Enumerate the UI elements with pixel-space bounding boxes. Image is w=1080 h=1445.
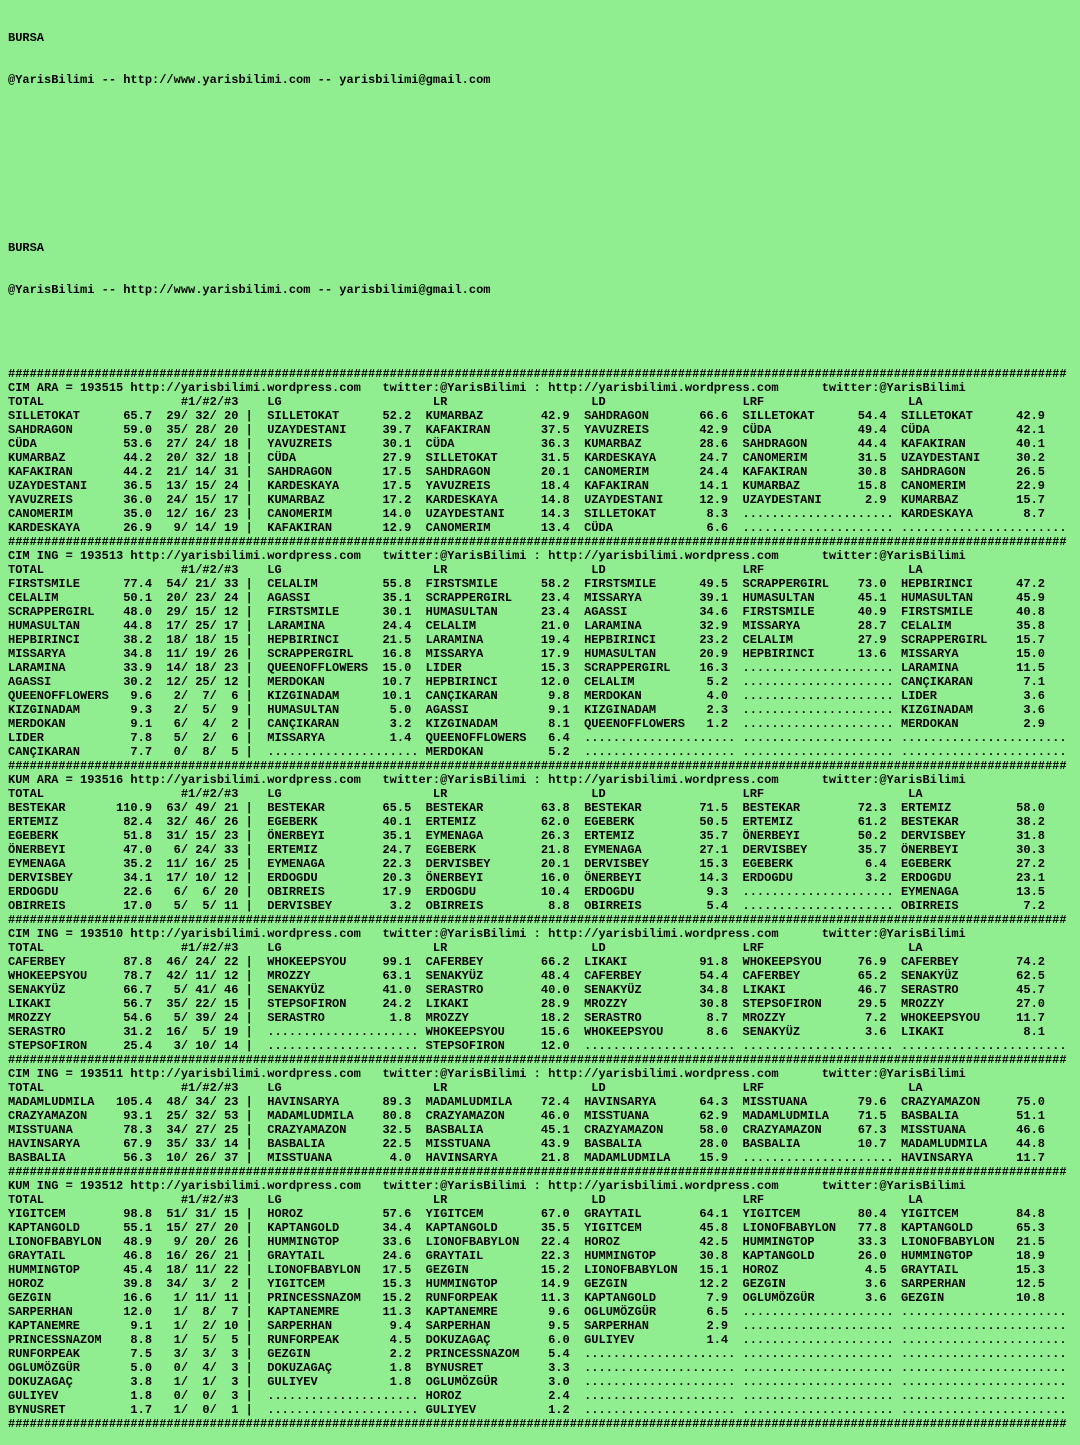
data-row: MERDOKAN 9.1 6/ 4/ 2 | CANÇIKARAN 3.2 KIZGINADAM 8.1 QUEENOFFLOWERS 1.2 ..................... MERDOKAN 2.9 <box>8 717 1045 731</box>
separator-line: ################################################################################################################################################### <box>8 1165 1067 1179</box>
report-contact-line-2: @YarisBilimi -- http://www.yarisbilimi.com -- yarisbilimi@gmail.com <box>8 283 491 297</box>
data-row: SILLETOKAT 65.7 29/ 32/ 20 | SILLETOKAT 52.2 KUMARBAZ 42.9 SAHDRAGON 66.6 SILLETOKAT 54.4 SILLETOKAT 42.9 <box>8 409 1045 423</box>
data-row: HAVINSARYA 67.9 35/ 33/ 14 | BASBALIA 22.5 MISSTUANA 43.9 BASBALIA 28.0 BASBALIA 10.7 MADAMLUDMILA 44.8 <box>8 1137 1045 1151</box>
column-header-row: TOTAL #1/#2/#3 LG LR LD LRF LA <box>8 563 923 577</box>
data-row: GRAYTAIL 46.8 16/ 26/ 21 | GRAYTAIL 24.6 GRAYTAIL 22.3 HUMMINGTOP 30.8 KAPTANGOLD 26.0 HUMMINGTOP 18.9 <box>8 1249 1045 1263</box>
data-row: MADAMLUDMILA 105.4 48/ 34/ 23 | HAVINSARYA 89.3 MADAMLUDMILA 72.4 HAVINSARYA 64.3 MISSTUANA 79.6 CRAZYAMAZON 75.0 <box>8 1095 1045 1109</box>
data-row: KUMARBAZ 44.2 20/ 32/ 18 | CÜDA 27.9 SILLETOKAT 31.5 KARDESKAYA 24.7 CANOMERIM 31.5 UZAYDESTANI 30.2 <box>8 451 1045 465</box>
separator-line: ################################################################################################################################################### <box>8 367 1067 381</box>
section-title: KUM ING = 193512 http://yarisbilimi.wordpress.com twitter:@YarisBilimi : http://yarisbilimi.wordpress.com twitter:@YarisBilimi <box>8 1179 966 1193</box>
section-title: CIM ING = 193510 http://yarisbilimi.wordpress.com twitter:@YarisBilimi : http://yarisbilimi.wordpress.com twitter:@YarisBilimi <box>8 927 966 941</box>
separator-line: ################################################################################################################################################### <box>8 535 1067 549</box>
data-row: LIKAKI 56.7 35/ 22/ 15 | STEPSOFIRON 24.2 LIKAKI 28.9 MROZZY 30.8 STEPSOFIRON 29.5 MROZZY 27.0 <box>8 997 1045 1011</box>
data-row: BESTEKAR 110.9 63/ 49/ 21 | BESTEKAR 65.5 BESTEKAR 63.8 BESTEKAR 71.5 BESTEKAR 72.3 ERTEMIZ 58.0 <box>8 801 1045 815</box>
data-row: CANÇIKARAN 7.7 0/ 8/ 5 | ..................... MERDOKAN 5.2 ..................... ..................... ....................... <box>8 745 1067 759</box>
data-row: FIRSTSMILE 77.4 54/ 21/ 33 | CELALIM 55.8 FIRSTSMILE 58.2 FIRSTSMILE 49.5 SCRAPPERGIRL 73.0 HEPBIRINCI 47.2 <box>8 577 1045 591</box>
race-sections <box>8 367 1080 1431</box>
data-row: RUNFORPEAK 7.5 3/ 3/ 3 | GEZGIN 2.2 PRINCESSNAZOM 5.4 ..................... ..................... ....................... <box>8 1347 1067 1361</box>
data-row: YAVUZREIS 36.0 24/ 15/ 17 | KUMARBAZ 17.2 KARDESKAYA 14.8 UZAYDESTANI 12.9 UZAYDESTANI 2.9 KUMARBAZ 15.7 <box>8 493 1045 507</box>
data-row: PRINCESSNAZOM 8.8 1/ 5/ 5 | RUNFORPEAK 4.5 DOKUZAGAÇ 6.0 GULIYEV 1.4 ..................... ....................... <box>8 1333 1067 1347</box>
data-row: MISSARYA 34.8 11/ 19/ 26 | SCRAPPERGIRL 16.8 MISSARYA 17.9 HUMASULTAN 20.9 HEPBIRINCI 13.6 MISSARYA 15.0 <box>8 647 1045 661</box>
report-city-line-2: BURSA <box>8 241 45 255</box>
data-row: CELALIM 50.1 20/ 23/ 24 | AGASSI 35.1 SCRAPPERGIRL 23.4 MISSARYA 39.1 HUMASULTAN 45.1 HUMASULTAN 45.9 <box>8 591 1045 605</box>
data-row: KAPTANEMRE 9.1 1/ 2/ 10 | SARPERHAN 9.4 SARPERHAN 9.5 SARPERHAN 2.9 ..................... ....................... <box>8 1319 1067 1333</box>
data-row: ERDOGDU 22.6 6/ 6/ 20 | OBIRREIS 17.9 ERDOGDU 10.4 ERDOGDU 9.3 ..................... EYMENAGA 13.5 <box>8 885 1045 899</box>
data-row: ERTEMIZ 82.4 32/ 46/ 26 | EGEBERK 40.1 ERTEMIZ 62.0 EGEBERK 50.5 ERTEMIZ 61.2 BESTEKAR 38.2 <box>8 815 1045 829</box>
column-header-row: TOTAL #1/#2/#3 LG LR LD LRF LA <box>8 787 923 801</box>
data-row: CAFERBEY 87.8 46/ 24/ 22 | WHOKEEPSYOU 99.1 CAFERBEY 66.2 LIKAKI 91.8 WHOKEEPSYOU 76.9 CAFERBEY 74.2 <box>8 955 1045 969</box>
data-row: SERASTRO 31.2 16/ 5/ 19 | ..................... WHOKEEPSYOU 15.6 WHOKEEPSYOU 8.6 SENAKYÜZ 3.6 LIKAKI 8.1 <box>8 1025 1045 1039</box>
data-row: MISSTUANA 78.3 34/ 27/ 25 | CRAZYAMAZON 32.5 BASBALIA 45.1 CRAZYAMAZON 58.0 CRAZYAMAZON 67.3 MISSTUANA 46.6 <box>8 1123 1045 1137</box>
column-header-row: TOTAL #1/#2/#3 LG LR LD LRF LA <box>8 1193 923 1207</box>
data-row: HEPBIRINCI 38.2 18/ 18/ 15 | HEPBIRINCI 21.5 LARAMINA 19.4 HEPBIRINCI 23.2 CELALIM 27.9 SCRAPPERGIRL 15.7 <box>8 633 1045 647</box>
blank-line <box>8 115 1080 129</box>
data-row: ÖNERBEYI 47.0 6/ 24/ 33 | ERTEMIZ 24.7 EGEBERK 21.8 EYMENAGA 27.1 DERVISBEY 35.7 ÖNERBEYI 30.3 <box>8 843 1045 857</box>
column-header-row: TOTAL #1/#2/#3 LG LR LD LRF LA <box>8 941 923 955</box>
column-header-row: TOTAL #1/#2/#3 LG LR LD LRF LA <box>8 1081 923 1095</box>
separator-line: ################################################################################################################################################### <box>8 759 1067 773</box>
data-row: WHOKEEPSYOU 78.7 42/ 11/ 12 | MROZZY 63.1 SENAKYÜZ 48.4 CAFERBEY 54.4 CAFERBEY 65.2 SENAKYÜZ 62.5 <box>8 969 1045 983</box>
separator-line: ################################################################################################################################################### <box>8 1417 1067 1431</box>
data-row: KAPTANGOLD 55.1 15/ 27/ 20 | KAPTANGOLD 34.4 KAPTANGOLD 35.5 YIGITCEM 45.8 LIONOFBABYLON 77.8 KAPTANGOLD 65.3 <box>8 1221 1045 1235</box>
data-row: CANOMERIM 35.0 12/ 16/ 23 | CANOMERIM 14.0 UZAYDESTANI 14.3 SILLETOKAT 8.3 ..................... KARDESKAYA 8.7 <box>8 507 1045 521</box>
report-contact-line-1: @YarisBilimi -- http://www.yarisbilimi.com -- yarisbilimi@gmail.com <box>8 73 491 87</box>
data-row: GEZGIN 16.6 1/ 11/ 11 | PRINCESSNAZOM 15.2 RUNFORPEAK 11.3 KAPTANGOLD 7.9 OGLUMÖZGÜR 3.6 GEZGIN 10.8 <box>8 1291 1045 1305</box>
data-row: OBIRREIS 17.0 5/ 5/ 11 | DERVISBEY 3.2 OBIRREIS 8.8 OBIRREIS 5.4 ..................... OBIRREIS 7.2 <box>8 899 1045 913</box>
data-row: MROZZY 54.6 5/ 39/ 24 | SERASTRO 1.8 MROZZY 18.2 SERASTRO 8.7 MROZZY 7.2 WHOKEEPSYOU 11.7 <box>8 1011 1045 1025</box>
separator-line: ################################################################################################################################################### <box>8 913 1067 927</box>
data-row: BASBALIA 56.3 10/ 26/ 37 | MISSTUANA 4.0 HAVINSARYA 21.8 MADAMLUDMILA 15.9 ..................... HAVINSARYA 11.7 <box>8 1151 1045 1165</box>
data-row: CÜDA 53.6 27/ 24/ 18 | YAVUZREIS 30.1 CÜDA 36.3 KUMARBAZ 28.6 SAHDRAGON 44.4 KAFAKIRAN 40.1 <box>8 437 1045 451</box>
data-row: KARDESKAYA 26.9 9/ 14/ 19 | KAFAKIRAN 12.9 CANOMERIM 13.4 CÜDA 6.6 ..................... ....................... <box>8 521 1067 535</box>
data-row: BYNUSRET 1.7 1/ 0/ 1 | ..................... GULIYEV 1.2 ..................... ..................... ....................... <box>8 1403 1067 1417</box>
data-row: STEPSOFIRON 25.4 3/ 10/ 14 | ..................... STEPSOFIRON 12.0 ..................... ..................... ....................... <box>8 1039 1067 1053</box>
blank-line <box>8 325 1080 339</box>
data-row: YIGITCEM 98.8 51/ 31/ 15 | HOROZ 57.6 YIGITCEM 67.0 GRAYTAIL 64.1 YIGITCEM 80.4 YIGITCEM 84.8 <box>8 1207 1045 1221</box>
data-row: HOROZ 39.8 34/ 3/ 2 | YIGITCEM 15.3 HUMMINGTOP 14.9 GEZGIN 12.2 GEZGIN 3.6 SARPERHAN 12.5 <box>8 1277 1045 1291</box>
data-row: OGLUMÖZGÜR 5.0 0/ 4/ 3 | DOKUZAGAÇ 1.8 BYNUSRET 3.3 ..................... ..................... ....................... <box>8 1361 1067 1375</box>
blank-line <box>8 199 1080 213</box>
data-row: DERVISBEY 34.1 17/ 10/ 12 | ERDOGDU 20.3 ÖNERBEYI 16.0 ÖNERBEYI 14.3 ERDOGDU 3.2 ERDOGDU 23.1 <box>8 871 1045 885</box>
separator-line: ################################################################################################################################################### <box>8 1053 1067 1067</box>
data-row: CRAZYAMAZON 93.1 25/ 32/ 53 | MADAMLUDMILA 80.8 CRAZYAMAZON 46.0 MISSTUANA 62.9 MADAMLUDMILA 71.5 BASBALIA 51.1 <box>8 1109 1045 1123</box>
data-row: EGEBERK 51.8 31/ 15/ 23 | ÖNERBEYI 35.1 EYMENAGA 26.3 ERTEMIZ 35.7 ÖNERBEYI 50.2 DERVISBEY 31.8 <box>8 829 1045 843</box>
data-row: LARAMINA 33.9 14/ 18/ 23 | QUEENOFFLOWERS 15.0 LIDER 15.3 SCRAPPERGIRL 16.3 ..................... LARAMINA 11.5 <box>8 661 1045 675</box>
report-city-line-1: BURSA <box>8 31 45 45</box>
data-row: HUMMINGTOP 45.4 18/ 11/ 22 | LIONOFBABYLON 17.5 GEZGIN 15.2 LIONOFBABYLON 15.1 HOROZ 4.5 GRAYTAIL 15.3 <box>8 1263 1045 1277</box>
data-row: LIONOFBABYLON 48.9 9/ 20/ 26 | HUMMINGTOP 33.6 LIONOFBABYLON 22.4 HOROZ 42.5 HUMMINGTOP 33.3 LIONOFBABYLON 21.5 <box>8 1235 1045 1249</box>
column-header-row: TOTAL #1/#2/#3 LG LR LD LRF LA <box>8 395 923 409</box>
data-row: SCRAPPERGIRL 48.0 29/ 15/ 12 | FIRSTSMILE 30.1 HUMASULTAN 23.4 AGASSI 34.6 FIRSTSMILE 40.9 FIRSTSMILE 40.8 <box>8 605 1045 619</box>
data-row: SENAKYÜZ 66.7 5/ 41/ 46 | SENAKYÜZ 41.0 SERASTRO 40.0 SENAKYÜZ 34.8 LIKAKI 46.7 SERASTRO 45.7 <box>8 983 1045 997</box>
data-row: KIZGINADAM 9.3 2/ 5/ 9 | HUMASULTAN 5.0 AGASSI 9.1 KIZGINADAM 2.3 ..................... KIZGINADAM 3.6 <box>8 703 1045 717</box>
data-row: UZAYDESTANI 36.5 13/ 15/ 24 | KARDESKAYA 17.5 YAVUZREIS 18.4 KAFAKIRAN 14.1 KUMARBAZ 15.8 CANOMERIM 22.9 <box>8 479 1045 493</box>
data-row: KAFAKIRAN 44.2 21/ 14/ 31 | SAHDRAGON 17.5 SAHDRAGON 20.1 CANOMERIM 24.4 KAFAKIRAN 30.8 SAHDRAGON 26.5 <box>8 465 1045 479</box>
data-row: SARPERHAN 12.0 1/ 8/ 7 | KAPTANEMRE 11.3 KAPTANEMRE 9.6 OGLUMÖZGÜR 6.5 ..................... ....................... <box>8 1305 1067 1319</box>
section-title: CIM ARA = 193515 http://yarisbilimi.wordpress.com twitter:@YarisBilimi : http://yarisbilimi.wordpress.com twitter:@YarisBilimi <box>8 381 966 395</box>
section-title: KUM ARA = 193516 http://yarisbilimi.wordpress.com twitter:@YarisBilimi : http://yarisbilimi.wordpress.com twitter:@YarisBilimi <box>8 773 966 787</box>
data-row: HUMASULTAN 44.8 17/ 25/ 17 | LARAMINA 24.4 CELALIM 21.0 LARAMINA 32.9 MISSARYA 28.7 CELALIM 35.8 <box>8 619 1045 633</box>
data-row: AGASSI 30.2 12/ 25/ 12 | MERDOKAN 10.7 HEPBIRINCI 12.0 CELALIM 5.2 ..................... CANÇIKARAN 7.1 <box>8 675 1045 689</box>
section-title: CIM ING = 193513 http://yarisbilimi.wordpress.com twitter:@YarisBilimi : http://yarisbilimi.wordpress.com twitter:@YarisBilimi <box>8 549 966 563</box>
data-row: SAHDRAGON 59.0 35/ 28/ 20 | UZAYDESTANI 39.7 KAFAKIRAN 37.5 YAVUZREIS 42.9 CÜDA 49.4 CÜDA 42.1 <box>8 423 1045 437</box>
blank-line <box>8 157 1080 171</box>
data-row: LIDER 7.8 5/ 2/ 6 | MISSARYA 1.4 QUEENOFFLOWERS 6.4 ..................... ..................... ....................... <box>8 731 1067 745</box>
section-title: CIM ING = 193511 http://yarisbilimi.wordpress.com twitter:@YarisBilimi : http://yarisbilimi.wordpress.com twitter:@YarisBilimi <box>8 1067 966 1081</box>
data-row: DOKUZAGAÇ 3.8 1/ 1/ 3 | GULIYEV 1.8 OGLUMÖZGÜR 3.0 ..................... ..................... ....................... <box>8 1375 1067 1389</box>
data-row: EYMENAGA 35.2 11/ 16/ 25 | EYMENAGA 22.3 DERVISBEY 20.1 DERVISBEY 15.3 EGEBERK 6.4 EGEBERK 27.2 <box>8 857 1045 871</box>
data-row: QUEENOFFLOWERS 9.6 2/ 7/ 6 | KIZGINADAM 10.1 CANÇIKARAN 9.8 MERDOKAN 4.0 ..................... LIDER 3.6 <box>8 689 1045 703</box>
data-row: GULIYEV 1.8 0/ 0/ 3 | ..................... HOROZ 2.4 ..................... ..................... ....................... <box>8 1389 1067 1403</box>
